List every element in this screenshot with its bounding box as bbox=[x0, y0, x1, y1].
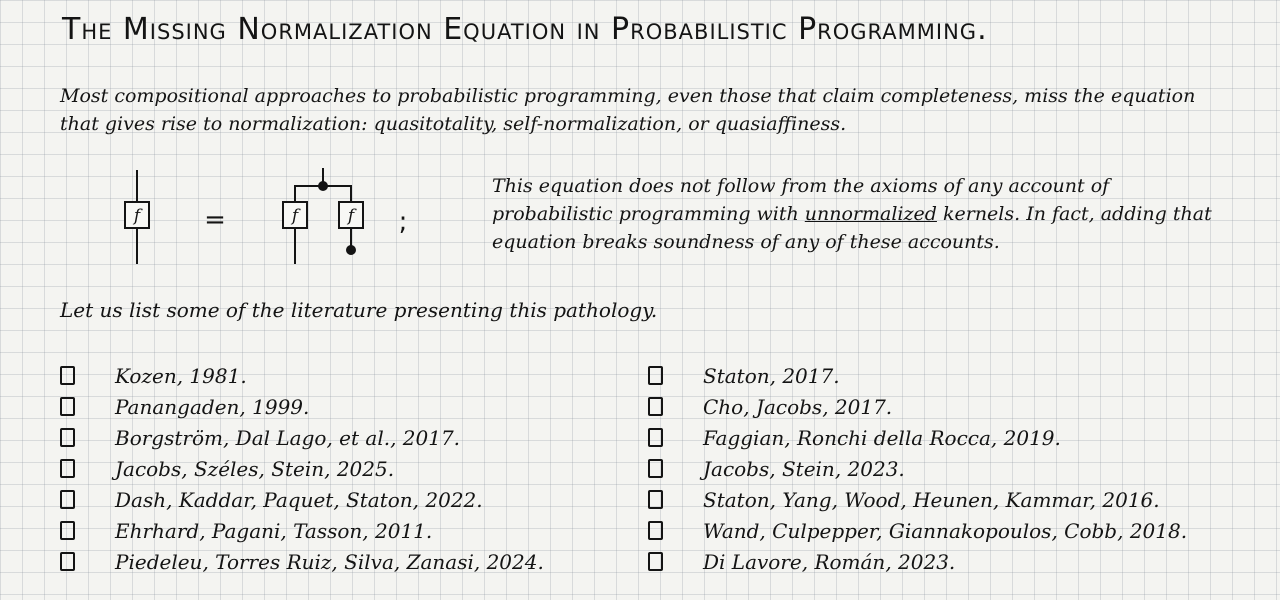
normalization-equation-diagram bbox=[105, 168, 425, 268]
checkbox[interactable] bbox=[648, 459, 663, 478]
reference-citation: Borgström, Dal Lago, et al., 2017. bbox=[115, 425, 461, 450]
reference-citation: Di Lavore, Román, 2023. bbox=[703, 549, 956, 574]
reference-citation: Wand, Culpepper, Giannakopoulos, Cobb, 2018. bbox=[703, 518, 1188, 543]
reference-item bbox=[648, 453, 1187, 484]
reference-item bbox=[648, 515, 1187, 546]
remark-text-before: This equation does not follow from the axioms of any account of probabilistic programming with bbox=[492, 175, 1110, 225]
page-title: The Missing Normalization Equation in Probabilistic Programming. bbox=[62, 12, 988, 47]
literature-lead-in: Let us list some of the literature presenting this pathology. bbox=[60, 298, 658, 322]
reference-list-right bbox=[648, 360, 1187, 577]
checkbox[interactable] bbox=[648, 397, 663, 416]
equals-sign: = bbox=[204, 205, 226, 235]
unnormalized-term: unnormalized bbox=[804, 203, 937, 225]
reference-citation: Staton, Yang, Wood, Heunen, Kammar, 2016. bbox=[703, 487, 1160, 512]
reference-citation: Panangaden, 1999. bbox=[115, 394, 310, 419]
reference-citation: Faggian, Ronchi della Rocca, 2019. bbox=[703, 425, 1061, 450]
reference-citation: Piedeleu, Torres Ruiz, Silva, Zanasi, 2024. bbox=[115, 549, 544, 574]
reference-item bbox=[60, 391, 544, 422]
reference-citation: Jacobs, Széles, Stein, 2025. bbox=[115, 456, 395, 481]
reference-item bbox=[648, 546, 1187, 577]
kernel-label-right-discarded: f bbox=[347, 206, 355, 226]
reference-item bbox=[60, 422, 544, 453]
checkbox[interactable] bbox=[60, 459, 75, 478]
reference-item bbox=[60, 515, 544, 546]
reference-item bbox=[648, 422, 1187, 453]
checkbox[interactable] bbox=[60, 366, 75, 385]
reference-list-left bbox=[60, 360, 544, 577]
reference-item bbox=[60, 484, 544, 515]
remark-paragraph bbox=[492, 172, 1232, 256]
reference-citation: Cho, Jacobs, 2017. bbox=[703, 394, 893, 419]
reference-item bbox=[648, 484, 1187, 515]
kernel-label-left: f bbox=[133, 206, 141, 226]
reference-citation: Staton, 2017. bbox=[703, 363, 840, 388]
intro-paragraph: Most compositional approaches to probabilistic programming, even those that claim completeness, miss the equation that gives rise to normalization: quasitotality, self-normalization, or quasiaffiness. bbox=[60, 85, 1196, 135]
reference-item bbox=[648, 391, 1187, 422]
reference-item bbox=[60, 546, 544, 577]
checkbox[interactable] bbox=[60, 428, 75, 447]
reference-citation: Dash, Kaddar, Paquet, Staton, 2022. bbox=[115, 487, 483, 512]
reference-citation: Kozen, 1981. bbox=[115, 363, 247, 388]
checkbox[interactable] bbox=[648, 366, 663, 385]
checkbox[interactable] bbox=[60, 552, 75, 571]
kernel-label-right-kept: f bbox=[291, 206, 299, 226]
checkbox[interactable] bbox=[648, 521, 663, 540]
discard-node bbox=[346, 245, 356, 255]
reference-citation: Jacobs, Stein, 2023. bbox=[703, 456, 905, 481]
reference-citation: Ehrhard, Pagani, Tasson, 2011. bbox=[115, 518, 433, 543]
checkbox[interactable] bbox=[60, 397, 75, 416]
checkbox[interactable] bbox=[648, 490, 663, 509]
checkbox[interactable] bbox=[60, 490, 75, 509]
copy-node bbox=[318, 181, 328, 191]
reference-item bbox=[60, 360, 544, 391]
checkbox[interactable] bbox=[648, 552, 663, 571]
reference-item bbox=[60, 453, 544, 484]
checkbox[interactable] bbox=[648, 428, 663, 447]
equation-terminator: ; bbox=[398, 207, 408, 237]
checkbox[interactable] bbox=[60, 521, 75, 540]
remark-text-after: kernels. In fact, adding that equation breaks soundness of any of these accounts. bbox=[492, 203, 1212, 253]
reference-item bbox=[648, 360, 1187, 391]
